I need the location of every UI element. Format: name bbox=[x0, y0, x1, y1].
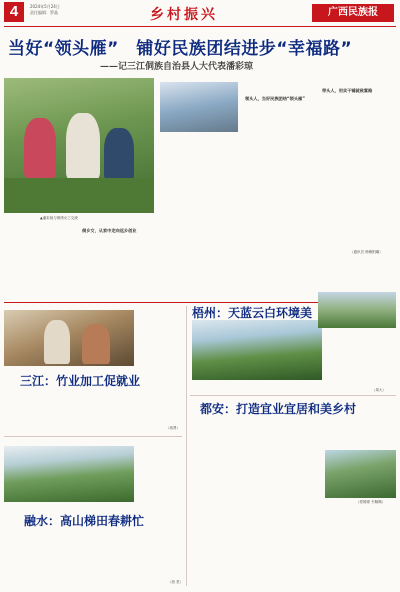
rongshui-photo bbox=[4, 446, 134, 502]
masthead-meta bbox=[30, 4, 60, 16]
lead-subhead: ——记三江侗族自治县人大代表潘彩琼 bbox=[100, 62, 254, 72]
wuzhou-title: 梧州：天蓝云白环境美 bbox=[192, 306, 313, 320]
lead-subsection-3: 带头人，用实干铺就致富路 bbox=[322, 88, 373, 93]
duan-body-col-1 bbox=[192, 420, 258, 580]
page-title: 乡村振兴 bbox=[150, 7, 218, 23]
wuzhou-divider bbox=[190, 395, 396, 396]
sanjiang-body bbox=[4, 392, 182, 426]
sanjiang-divider bbox=[4, 436, 182, 437]
editor-credit: 责任编辑：罗晶 bbox=[30, 10, 58, 15]
lead-byline: （通讯员 韩赖阳曦） bbox=[350, 250, 383, 254]
sanjiang-photo bbox=[4, 310, 134, 366]
wuzhou-inset-photo bbox=[318, 292, 396, 328]
wuzhou-body bbox=[326, 330, 396, 384]
sanjiang-title: 三江：竹业加工促就业 bbox=[20, 374, 141, 388]
newspaper-name: 广西民族报 bbox=[312, 4, 394, 22]
page-number: 4 bbox=[4, 2, 24, 22]
lead-body-col-1 bbox=[160, 136, 238, 232]
rongshui-body bbox=[4, 532, 182, 576]
lead-body-col-5 bbox=[80, 226, 154, 301]
sanjiang-byline: （蒋贤） bbox=[166, 426, 180, 430]
column-divider bbox=[186, 306, 187, 586]
wuzhou-byline: （周大） bbox=[372, 388, 386, 392]
lead-subsection-2: 领头人，当好民族团结“领头雁” bbox=[245, 96, 305, 101]
rongshui-byline: （茵 堂） bbox=[168, 580, 184, 584]
duan-byline: （蒙嫦嫦 韦佩佩） bbox=[356, 500, 386, 504]
duan-photo bbox=[325, 450, 396, 498]
lead-body-col-4 bbox=[4, 226, 76, 301]
wuzhou-photo bbox=[192, 320, 322, 380]
masthead-rule bbox=[4, 26, 396, 27]
issue-date: 2024年5月24日 bbox=[30, 4, 60, 9]
lead-subsection-1: 侗乡女，从家中走向返乡创业 bbox=[82, 228, 137, 233]
lead-body-col-3 bbox=[318, 82, 396, 232]
lead-photo bbox=[4, 78, 154, 213]
lead-headline: 当好“领头雁” 铺好民族团结进步“幸福路” bbox=[8, 39, 353, 59]
duan-body-col-2 bbox=[260, 420, 322, 580]
lead-photo-caption: ▲潘彩琼与侗绣女工交流 bbox=[40, 216, 78, 220]
duan-title: 都安：打造宜业宜居和美乡村 bbox=[200, 402, 357, 416]
rongshui-title: 融水：高山梯田春耕忙 bbox=[24, 514, 145, 528]
lead-body-col-2 bbox=[243, 82, 313, 232]
lead-inset-photo bbox=[160, 82, 238, 132]
